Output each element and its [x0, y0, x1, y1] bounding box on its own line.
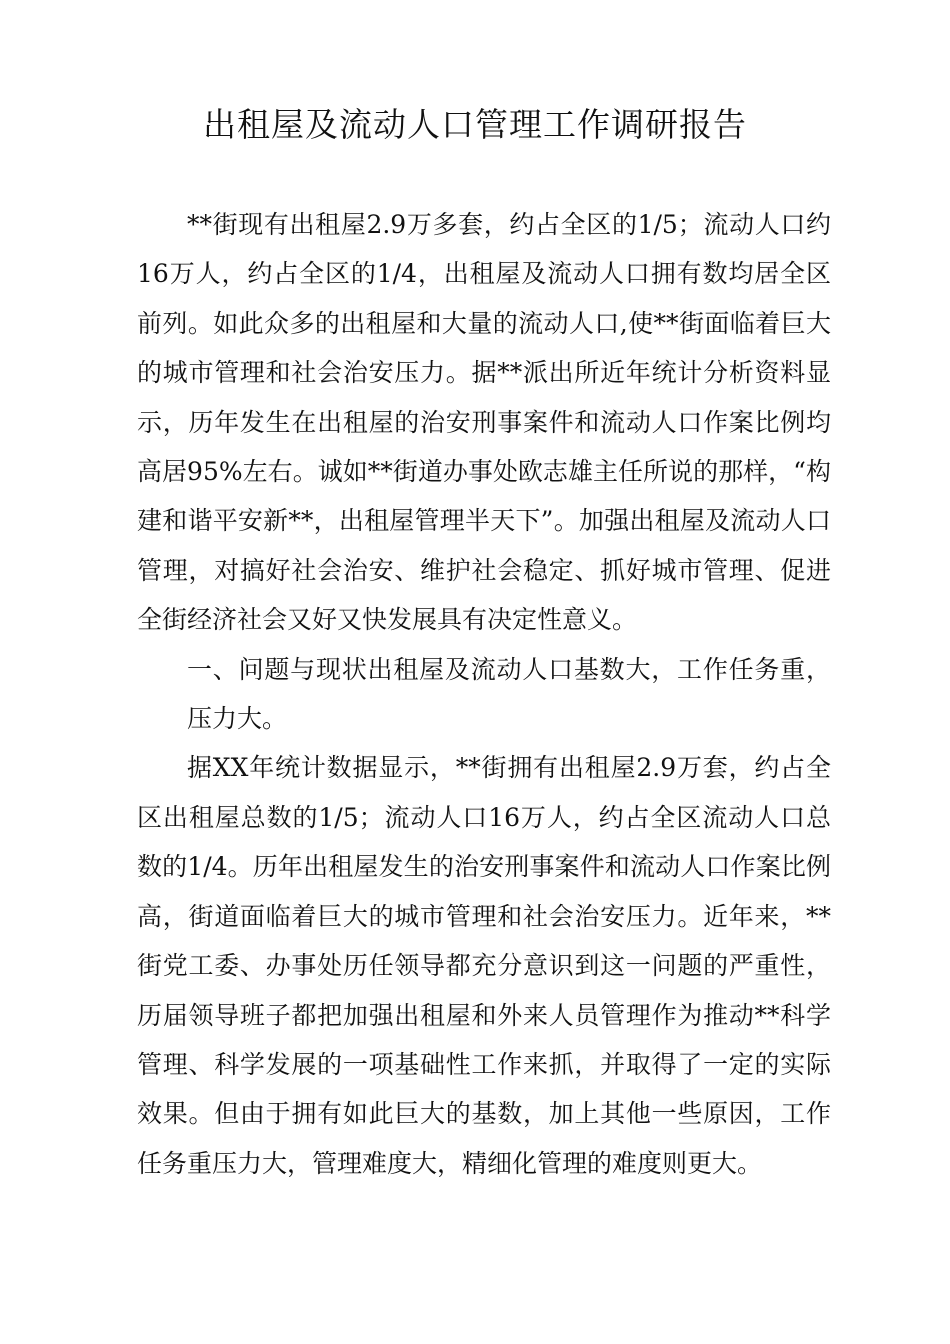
- section-heading-problems: 一、问题与现状出租屋及流动人口基数大，工作任务重，压力大。: [187, 654, 831, 734]
- document-title: 出租屋及流动人口管理工作调研报告: [203, 105, 747, 144]
- paragraph-statistics: 据XX年统计数据显示，**街拥有出租屋2.9万套，约占全区出租屋总数的1/5；流动人口16万人，约占全区流动人口总数的1/4。历年出租屋发生的治安刑事案件和流动人口作案比例高，街道面临着巨大的城市管理和社会治安压力。近年来，**街党工委、办事处历任领导都充分意识到这一问题的严重性，历届领导班子都把加强出租屋和外来人员管理作为推动**科学管理、科学发展的一项基础性工作来抓，并取得了一定的实际效果。但由于拥有如此巨大的基数，加上其他一些原因，工作任务重压力大，管理难度大，精细化管理的难度则更大。: [137, 753, 831, 1178]
- document-body: [137, 200, 831, 1188]
- paragraph-intro: **街现有出租屋2.9万多套，约占全区的1/5；流动人口约16万人，约占全区的1/4，出租屋及流动人口拥有数均居全区前列。如此众多的出租屋和大量的流动人口,使**街面临着巨大的城市管理和社会治安压力。据**派出所近年统计分析资料显示，历年发生在出租屋的治安刑事案件和流动人口作案比例均高居95%左右。诚如**街道办事处欧志雄主任所说的那样，“构建和谐平安新**，出租屋管理半天下”。加强出租屋及流动人口管理，对搞好社会治安、维护社会稳定、抓好城市管理、促进全街经济社会又好又快发展具有决定性意义。: [137, 210, 831, 635]
